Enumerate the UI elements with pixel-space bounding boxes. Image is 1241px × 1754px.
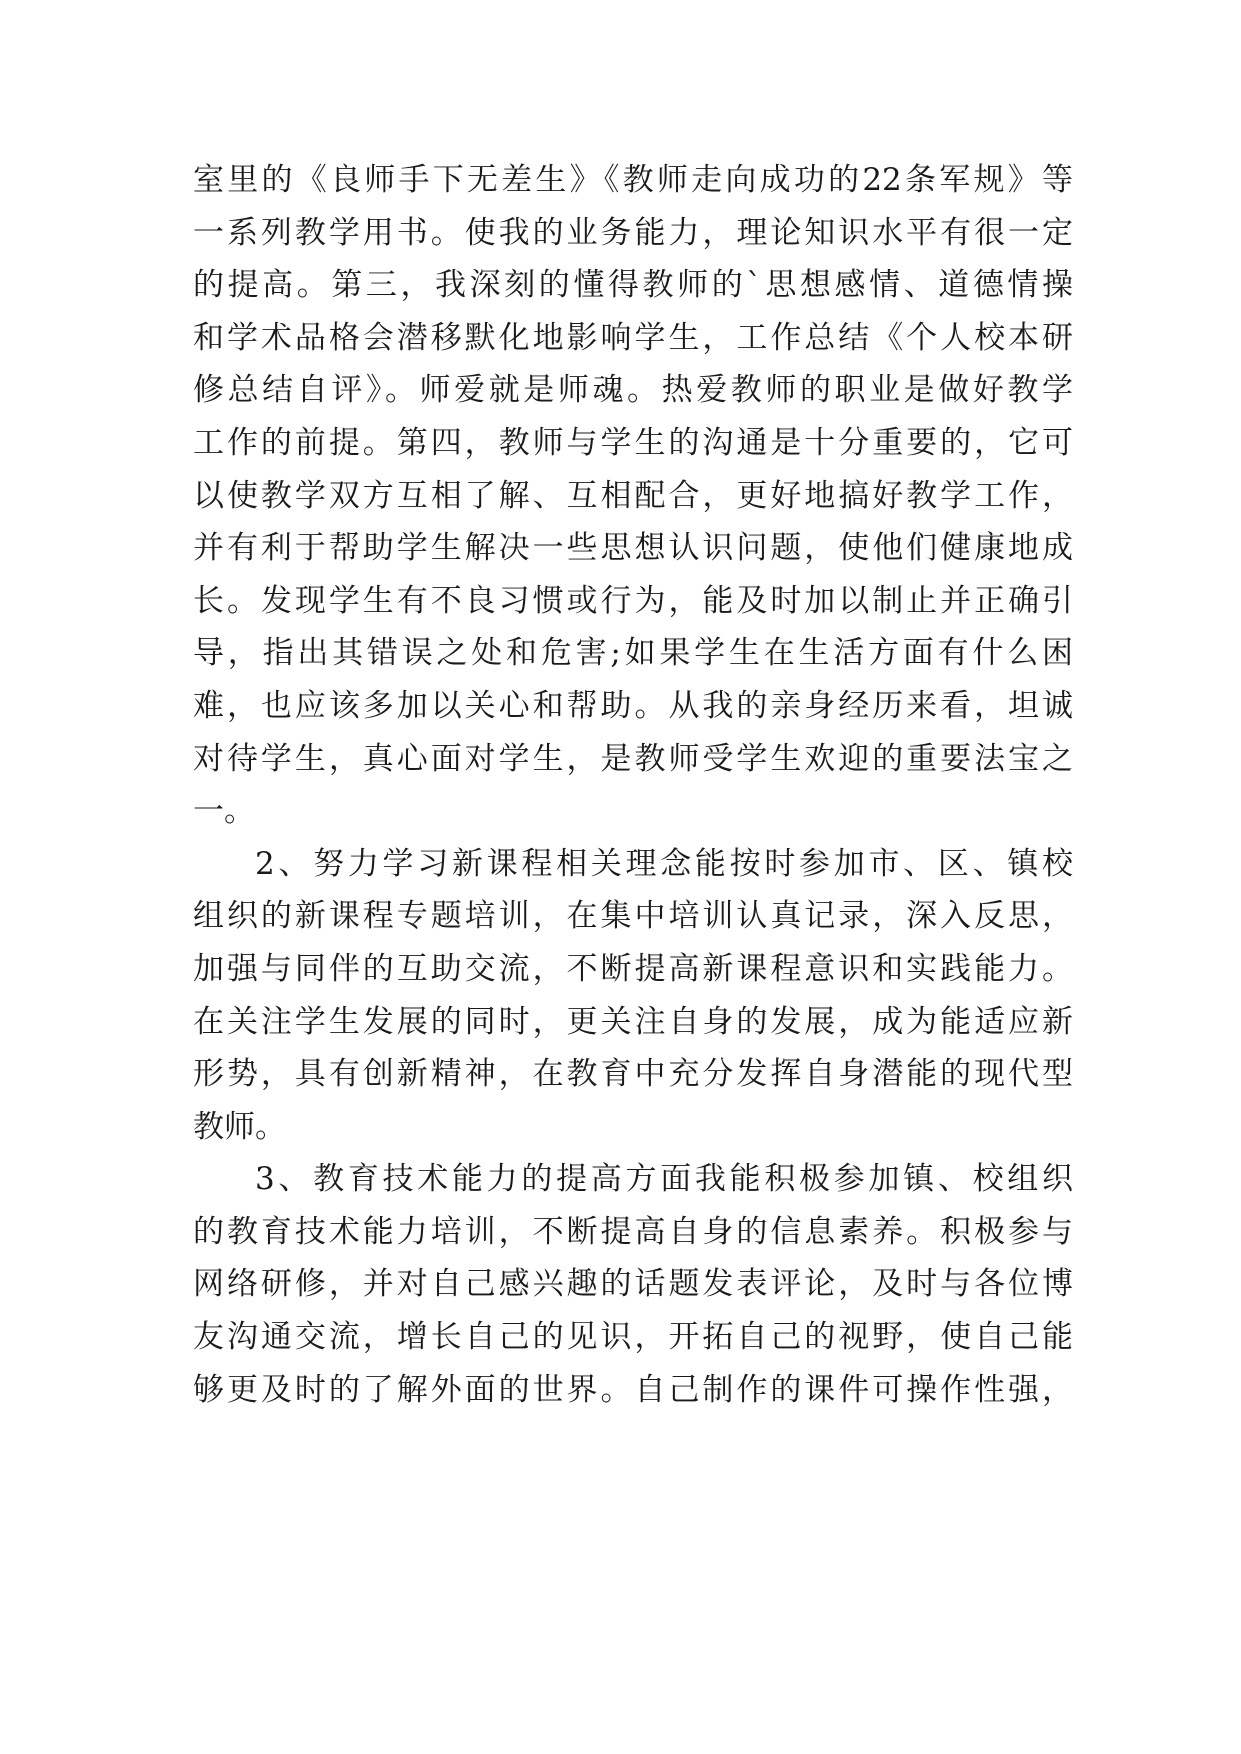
text-line: 形势，具有创新精神，在教育中充分发挥自身潜能的现代型 (193, 1056, 1073, 1093)
text-line: 组织的新课程专题培训，在集中培训认真记录，深入反思， (193, 898, 1073, 935)
text-line: 工作的前提。第四，教师与学生的沟通是十分重要的，它可 (193, 424, 1073, 461)
paragraph-end-line: 一。 (193, 793, 255, 830)
text-line: 的提高。第三，我深刻的懂得教师的`思想感情、道德情操 (193, 267, 1073, 304)
text-line: 一系列教学用书。使我的业务能力，理论知识水平有很一定 (193, 214, 1073, 251)
text-line: 难，也应该多加以关心和帮助。从我的亲身经历来看，坦诚 (193, 687, 1073, 724)
text-line: 对待学生，真心面对学生，是教师受学生欢迎的重要法宝之 (193, 740, 1073, 777)
body-text (193, 154, 1073, 1416)
text-line: 网络研修，并对自己感兴趣的话题发表评论，及时与各位博 (193, 1266, 1073, 1303)
text-line: 够更及时的了解外面的世界。自己制作的课件可操作性强， (193, 1371, 1073, 1408)
text-line: 导，指出其错误之处和危害;如果学生在生活方面有什么困 (193, 635, 1073, 672)
text-line: 友沟通交流，增长自己的见识，开拓自己的视野，使自己能 (193, 1319, 1073, 1356)
text-line: 的教育技术能力培训，不断提高自身的信息素养。积极参与 (193, 1213, 1073, 1250)
text-line: 加强与同伴的互助交流，不断提高新课程意识和实践能力。 (193, 950, 1073, 987)
paragraph-start-line: 2、努力学习新课程相关理念能按时参加市、区、镇校 (255, 845, 1073, 882)
text-line: 长。发现学生有不良习惯或行为，能及时加以制止并正确引 (193, 582, 1073, 619)
text-line: 修总结自评》。师爱就是师魂。热爱教师的职业是做好教学 (193, 372, 1073, 409)
text-line: 在关注学生发展的同时，更关注自身的发展，成为能适应新 (193, 1003, 1073, 1040)
text-line: 以使教学双方互相了解、互相配合，更好地搞好教学工作， (193, 477, 1073, 514)
paragraph-end-line: 教师。 (193, 1108, 286, 1145)
paragraph-start-line: 3、教育技术能力的提高方面我能积极参加镇、校组织 (255, 1161, 1073, 1198)
text-line: 和学术品格会潜移默化地影响学生，工作总结《个人校本研 (193, 319, 1073, 356)
text-line: 并有利于帮助学生解决一些思想认识问题，使他们健康地成 (193, 530, 1073, 567)
text-line: 室里的《良师手下无差生》《教师走向成功的22条军规》等 (193, 162, 1073, 198)
